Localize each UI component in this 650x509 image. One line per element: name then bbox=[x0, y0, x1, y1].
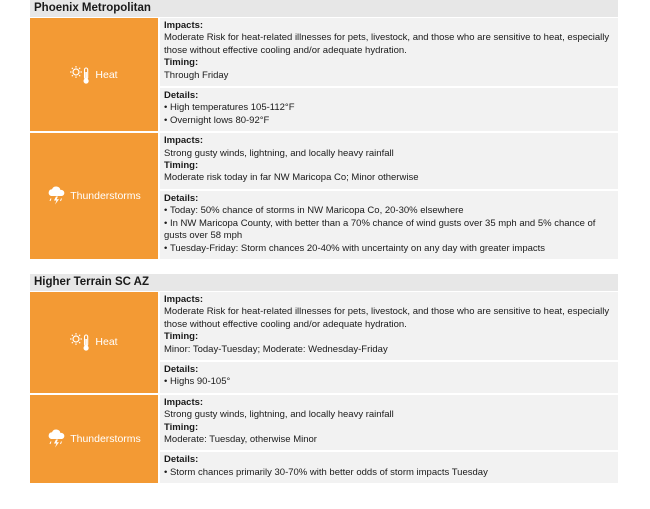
impacts-timing-cell bbox=[160, 395, 618, 451]
details-item: • Storm chances primarily 30-70% with better odds of storm impacts Tuesday bbox=[164, 467, 614, 479]
hazard-name: Thunderstorms bbox=[70, 432, 141, 445]
impacts-label: Impacts: bbox=[164, 293, 204, 305]
region-header-phoenix: Phoenix Metropolitan bbox=[30, 0, 618, 18]
heat-icon bbox=[70, 65, 92, 85]
details-label: Details: bbox=[164, 90, 199, 102]
impacts-text: Strong gusty winds, lightning, and locally heavy rainfall bbox=[164, 147, 394, 159]
impacts-timing-cell bbox=[160, 292, 618, 360]
details-label: Details: bbox=[164, 454, 199, 466]
impacts-label: Impacts: bbox=[164, 20, 204, 31]
timing-label: Timing: bbox=[164, 331, 199, 343]
details-label: Details: bbox=[164, 363, 199, 375]
region-spacer bbox=[30, 261, 618, 274]
timing-text: Moderate: Tuesday, otherwise Minor bbox=[164, 433, 317, 445]
timing-text: Moderate risk today in far NW Maricopa Co; Minor otherwise bbox=[164, 172, 419, 184]
hazard-label-cell bbox=[30, 395, 158, 483]
hazard-row-phoenix-heat bbox=[30, 18, 618, 133]
details-cell bbox=[160, 191, 618, 259]
timing-label: Timing: bbox=[164, 160, 199, 172]
timing-label: Timing: bbox=[164, 57, 199, 69]
details-cell bbox=[160, 452, 618, 483]
impacts-text: Moderate Risk for heat-related illnesses for pets, livestock, and those who are sensitive to heat, especially those without effective cooling and/or adequate hydration. bbox=[164, 306, 610, 330]
region-header-higher-terrain: Higher Terrain SC AZ bbox=[30, 274, 618, 292]
details-item: • In NW Maricopa County, with better than a 70% chance of wind gusts over 35 mph and 5% chance of gusts over 58 mph bbox=[164, 218, 614, 243]
details-item: • Today: 50% chance of storms in NW Maricopa Co, 20-30% elsewhere bbox=[164, 205, 614, 217]
hazard-name: Heat bbox=[95, 68, 118, 81]
heat-icon bbox=[70, 332, 92, 352]
details-cell bbox=[160, 362, 618, 393]
hazard-row-terrain-thunderstorms bbox=[30, 395, 618, 485]
thunderstorm-icon bbox=[47, 429, 67, 449]
impacts-text: Moderate Risk for heat-related illnesses for pets, livestock, and those who are sensitive to heat, especially those without effective cooling and/or adequate hydration. bbox=[164, 32, 610, 56]
details-item: • High temperatures 105-112°F bbox=[164, 102, 614, 114]
hazard-label-cell bbox=[30, 292, 158, 393]
details-cell bbox=[160, 88, 618, 131]
impacts-timing-cell bbox=[160, 18, 618, 86]
details-item: • Tuesday-Friday: Storm chances 20-40% with uncertainty on any day with greater impacts bbox=[164, 243, 614, 255]
timing-text: Minor: Today-Tuesday; Moderate: Wednesday-Friday bbox=[164, 343, 388, 355]
details-item: • Overnight lows 80-92°F bbox=[164, 115, 614, 127]
hazard-row-terrain-heat bbox=[30, 292, 618, 395]
impacts-label: Impacts: bbox=[164, 396, 204, 408]
impacts-label: Impacts: bbox=[164, 135, 204, 147]
hazard-name: Thunderstorms bbox=[70, 190, 141, 203]
timing-label: Timing: bbox=[164, 421, 199, 433]
hazard-outlook-document bbox=[30, 0, 618, 485]
timing-text: Through Friday bbox=[164, 69, 229, 81]
hazard-label-cell bbox=[30, 18, 158, 131]
details-label: Details: bbox=[164, 192, 199, 204]
hazard-label-cell bbox=[30, 133, 158, 259]
hazard-row-phoenix-thunderstorms bbox=[30, 133, 618, 261]
impacts-timing-cell bbox=[160, 133, 618, 189]
thunderstorm-icon bbox=[47, 186, 67, 206]
details-item: • Highs 90-105° bbox=[164, 376, 614, 388]
hazard-name: Heat bbox=[95, 336, 118, 349]
impacts-text: Strong gusty winds, lightning, and locally heavy rainfall bbox=[164, 409, 394, 421]
